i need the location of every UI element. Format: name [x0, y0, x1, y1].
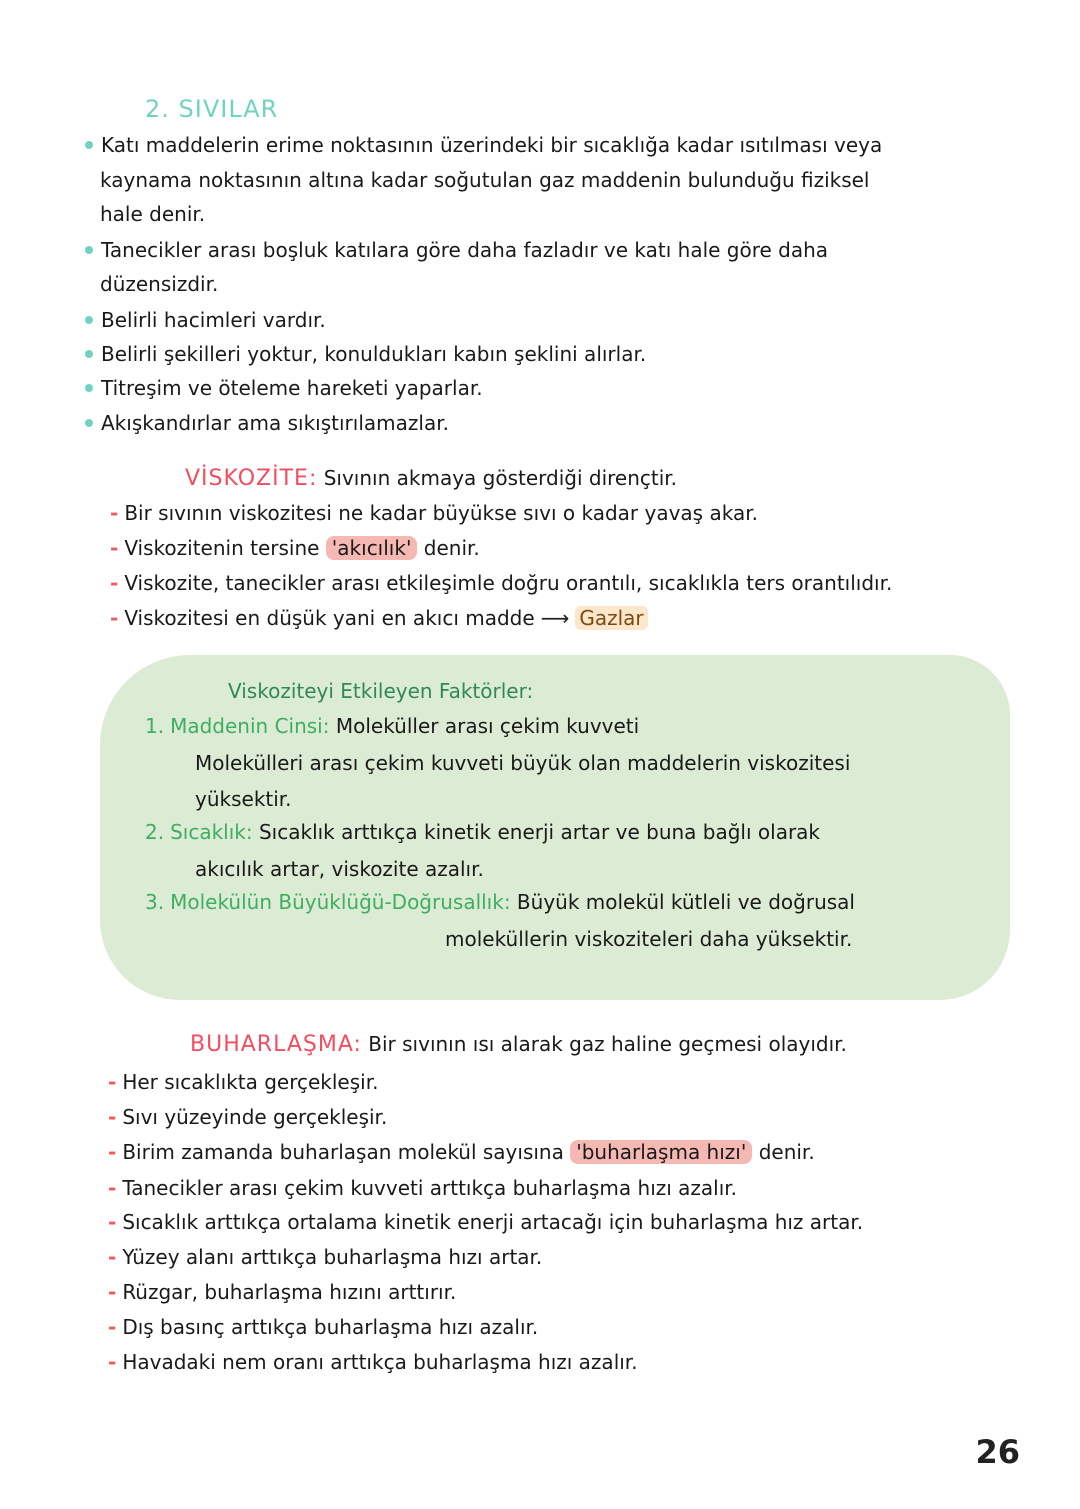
buharlasma-definition: BUHARLAŞMA: Bir sıvının ısı alarak gaz haline geçmesi olayıdır. — [190, 1032, 847, 1057]
dash-icon: - — [108, 1176, 117, 1200]
viskozite-term: VİSKOZİTE: — [185, 466, 318, 491]
factor-label: Sıcaklık: — [170, 820, 253, 844]
dash-icon: - — [110, 571, 119, 595]
buharlasma-item: - Yüzey alanı arttıkça buharlaşma hızı artar. — [108, 1245, 543, 1269]
factor-label: Maddenin Cinsi: — [170, 714, 330, 738]
dash-icon: - — [108, 1350, 117, 1374]
dash-icon: - — [110, 606, 119, 630]
bullet-item: Belirli şekilleri yoktur, konuldukları kabın şeklini alırlar. — [85, 340, 646, 368]
factor-detail: moleküllerin viskoziteleri daha yüksektir. — [445, 927, 853, 951]
dash-icon: - — [108, 1245, 117, 1269]
highlight-gazlar: Gazlar — [575, 606, 647, 630]
factor-label: Molekülün Büyüklüğü-Doğrusallık: — [170, 890, 511, 914]
highlight-buharlasma-hizi: 'buharlaşma hızı' — [570, 1140, 752, 1164]
factor-detail: akıcılık artar, viskozite azalır. — [195, 857, 484, 881]
buharlasma-term: BUHARLAŞMA: — [190, 1032, 362, 1057]
factors-title: Viskoziteyi Etkileyen Faktörler: — [228, 679, 534, 703]
buharlasma-item: - Her sıcaklıkta gerçekleşir. — [108, 1070, 379, 1094]
bullet-item: Titreşim ve öteleme hareketi yaparlar. — [85, 374, 483, 402]
viskozite-item: - Bir sıvının viskozitesi ne kadar büyükse sıvı o kadar yavaş akar. — [110, 501, 758, 525]
bullet-item: Belirli hacimleri vardır. — [85, 306, 326, 334]
bullet-dot-icon — [85, 316, 93, 324]
buharlasma-item: - Rüzgar, buharlaşma hızını arttırır. — [108, 1280, 457, 1304]
bullet-dot-icon — [85, 419, 93, 427]
dash-icon: - — [108, 1210, 117, 1234]
dash-icon: - — [110, 536, 119, 560]
page-number: 26 — [975, 1433, 1020, 1471]
buharlasma-item: - Sıcaklık arttıkça ortalama kinetik enerji artacağı için buharlaşma hız artar. — [108, 1210, 864, 1234]
bullet-item: Akışkandırlar ama sıkıştırılamazlar. — [85, 409, 449, 437]
factor-detail: Molekülleri arası çekim kuvveti büyük olan maddelerin viskozitesi — [195, 751, 851, 775]
bullet-dot-icon — [85, 350, 93, 358]
viskozite-item: - Viskozite, tanecikler arası etkileşimle doğru orantılı, sıcaklıkla ters orantılıdır. — [110, 571, 893, 595]
buharlasma-item: - Havadaki nem oranı arttıkça buharlaşma hızı azalır. — [108, 1350, 638, 1374]
bullet-item: Tanecikler arası boşluk katılara göre daha fazladır ve katı hale göre daha — [85, 236, 828, 264]
buharlasma-item: - Birim zamanda buharlaşan molekül sayısına 'buharlaşma hızı' denir. — [108, 1140, 815, 1164]
dash-icon: - — [108, 1140, 117, 1164]
factor-item: 1. Maddenin Cinsi: Moleküller arası çekim kuvveti — [145, 714, 640, 738]
factor-item: 3. Molekülün Büyüklüğü-Doğrusallık: Büyük molekül kütleli ve doğrusal — [145, 890, 855, 914]
viskozite-definition: VİSKOZİTE: Sıvının akmaya gösterdiği dirençtir. — [185, 466, 678, 491]
bullet-dot-icon — [85, 384, 93, 392]
dash-icon: - — [108, 1105, 117, 1129]
viskozite-item: - Viskozitenin tersine 'akıcılık' denir. — [110, 536, 480, 560]
bullet-item: Katı maddelerin erime noktasının üzerindeki bir sıcaklığa kadar ısıtılması veya — [85, 131, 882, 159]
dash-icon: - — [108, 1315, 117, 1339]
bullet-continuation: hale denir. — [100, 202, 206, 226]
bullet-continuation: düzensizdir. — [100, 272, 219, 296]
highlight-akicilik: 'akıcılık' — [326, 536, 418, 560]
buharlasma-item: - Dış basınç arttıkça buharlaşma hızı azalır. — [108, 1315, 539, 1339]
dash-icon: - — [108, 1280, 117, 1304]
buharlasma-item: - Sıvı yüzeyinde gerçekleşir. — [108, 1105, 388, 1129]
bullet-continuation: kaynama noktasının altına kadar soğutulan gaz maddenin bulunduğu fiziksel — [100, 168, 870, 192]
viskozite-item: - Viskozitesi en düşük yani en akıcı madde ⟶ Gazlar — [110, 604, 648, 632]
section-heading: 2. SIVILAR — [145, 95, 279, 123]
factor-item: 2. Sıcaklık: Sıcaklık arttıkça kinetik enerji artar ve buna bağlı olarak — [145, 820, 821, 844]
dash-icon: - — [108, 1070, 117, 1094]
buharlasma-item: - Tanecikler arası çekim kuvveti arttıkça buharlaşma hızı azalır. — [108, 1176, 738, 1200]
arrow-right-icon: ⟶ — [540, 606, 570, 630]
factor-detail: yüksektir. — [195, 787, 292, 811]
bullet-dot-icon — [85, 246, 93, 254]
bullet-dot-icon — [85, 141, 93, 149]
dash-icon: - — [110, 501, 119, 525]
